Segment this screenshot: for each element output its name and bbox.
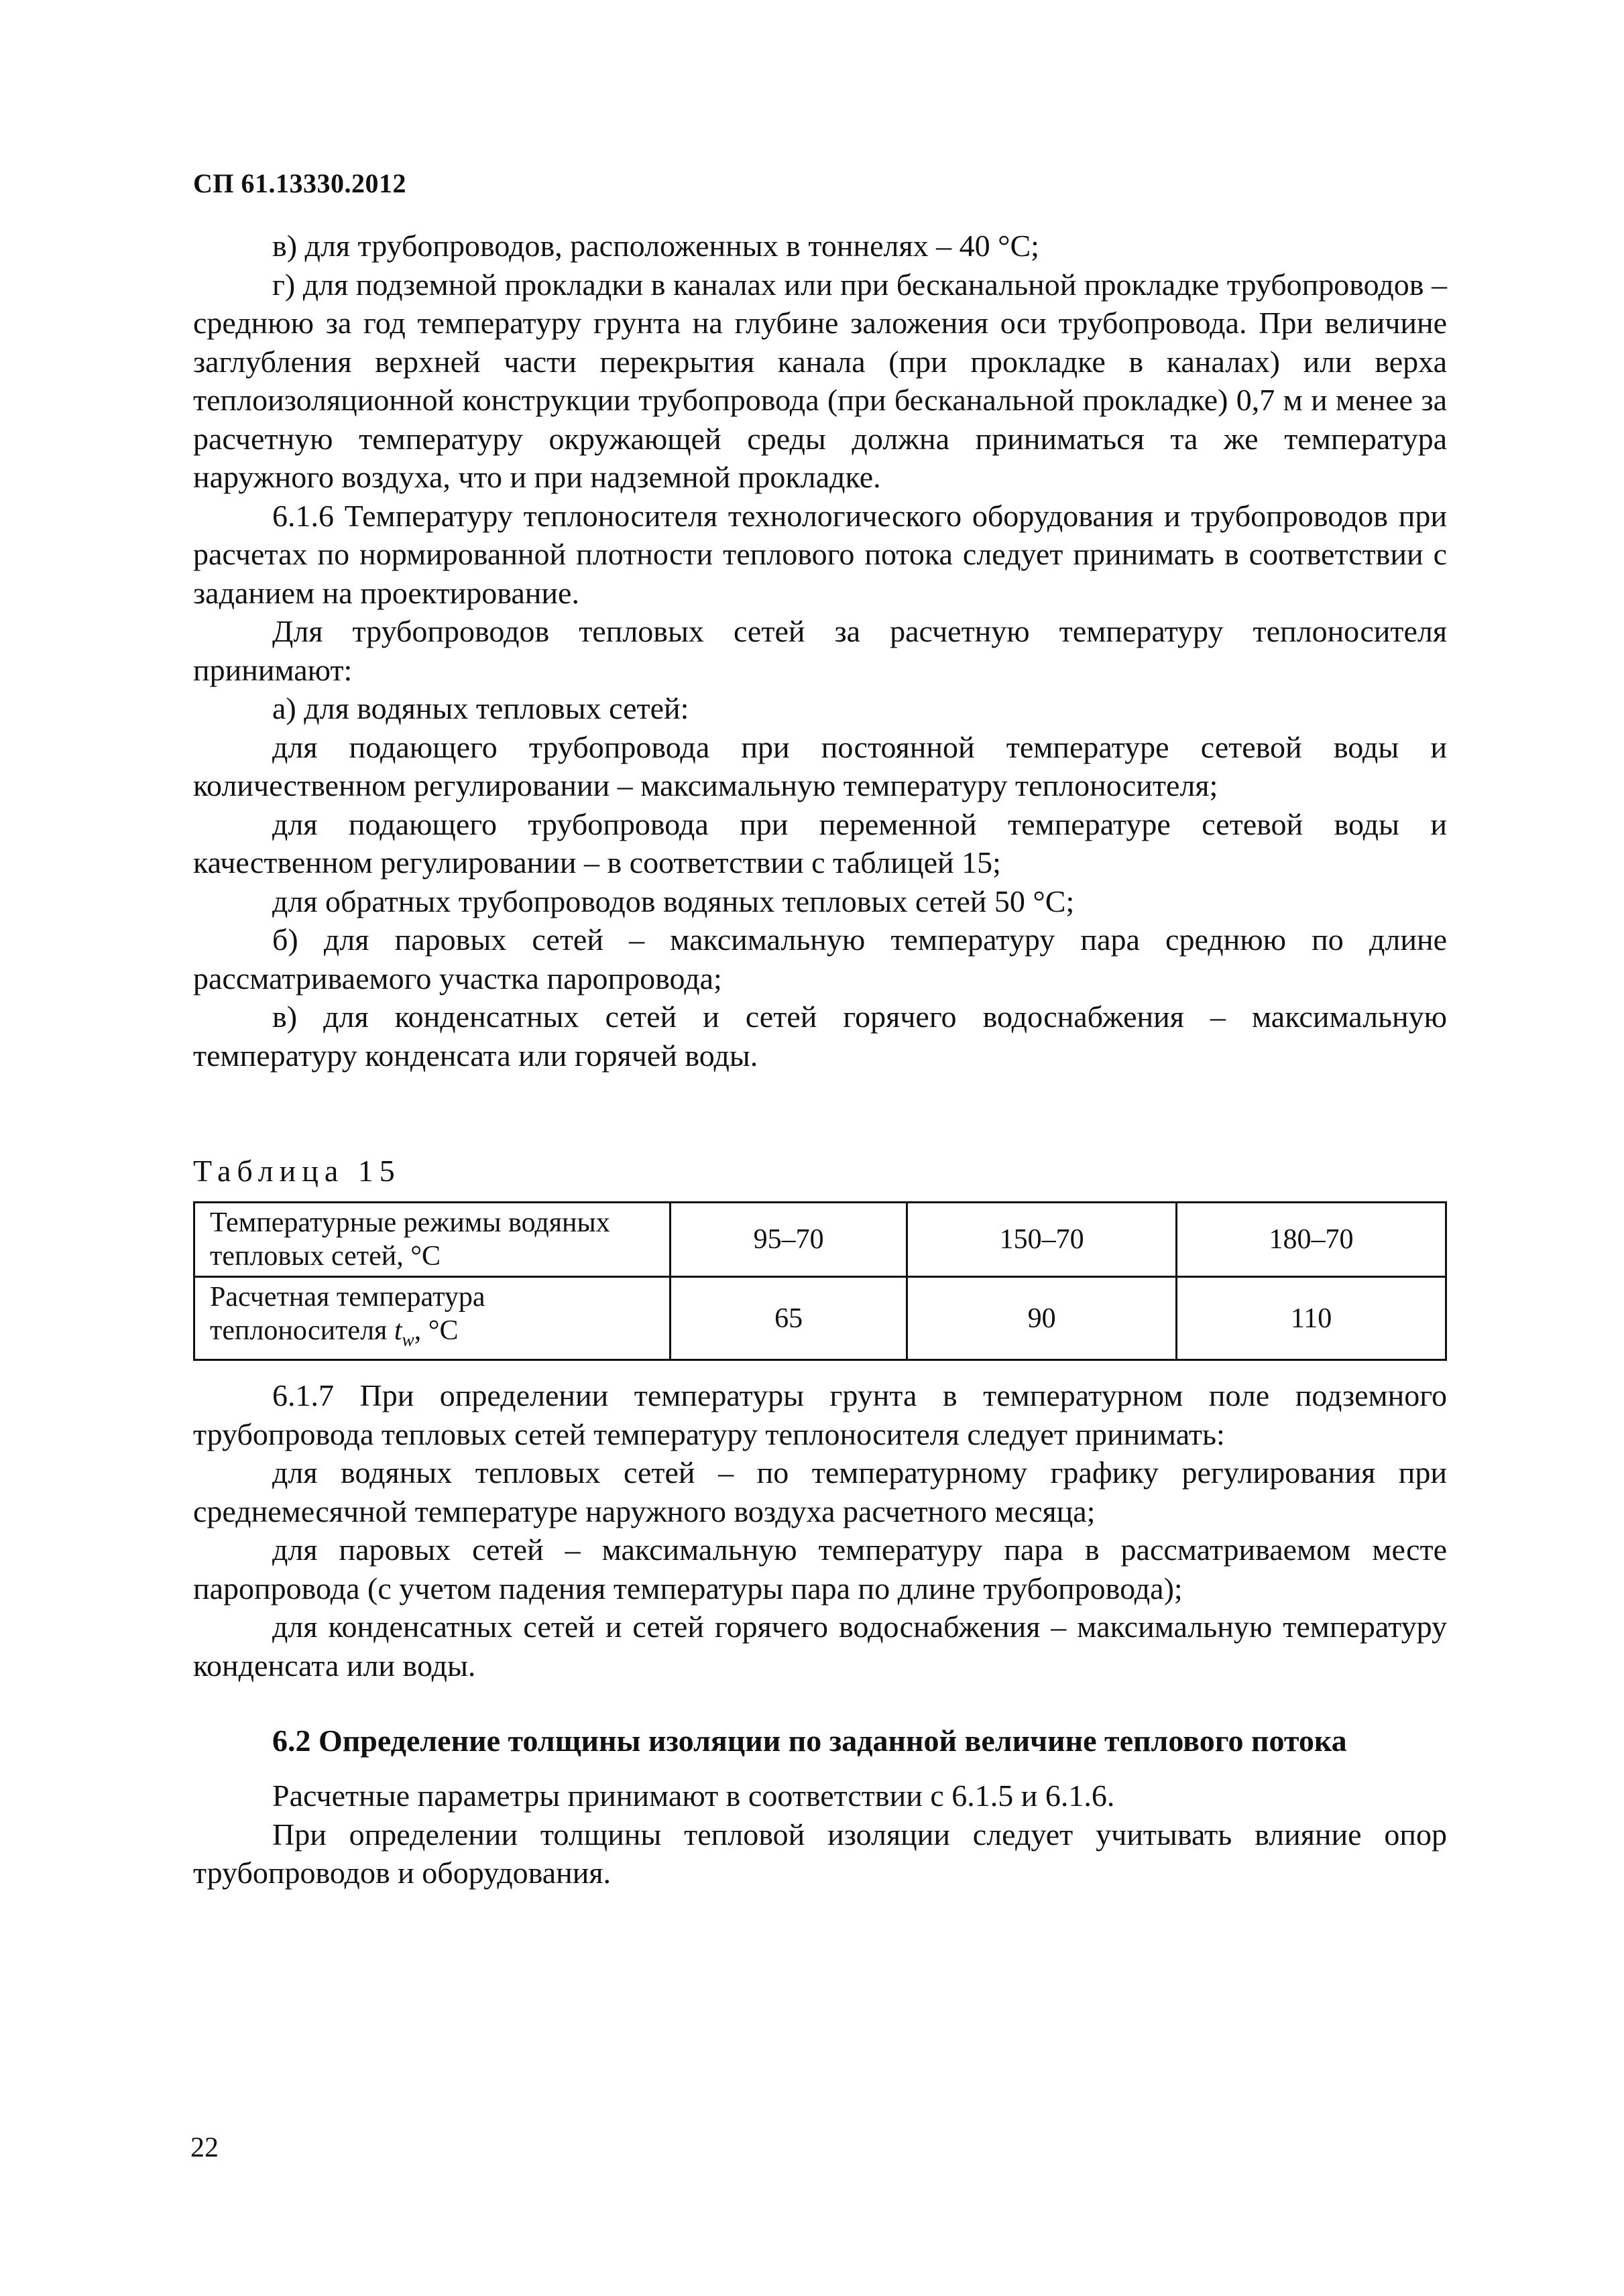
paragraph: При определении толщины тепловой изоляции следует учитывать влияние опор трубопроводов и оборудования.: [193, 1817, 1447, 1890]
table-cell-label: Температурные режимы водяных тепловых сетей, °С: [194, 1203, 671, 1277]
table-cell-label: [194, 1277, 671, 1360]
paragraph: для паровых сетей – максимальную температуру пара в рассматриваемом месте паропровода (с учетом падения температуры пара по длине трубопровода);: [193, 1532, 1447, 1606]
section-title: 6.2 Определение толщины изоляции по заданной величине теплового потока: [272, 1724, 1347, 1758]
paragraph: для обратных трубопроводов водяных тепловых сетей 50 °С;: [272, 884, 1075, 918]
paragraph: 6.1.6 Температуру теплоносителя технологического оборудования и трубопроводов при расчетах по нормированной плотности теплового потока следует принимать в соответствии с заданием на проектирование.: [193, 498, 1447, 610]
body-text-bottom: [193, 1776, 1447, 1892]
table-cell-value: 65: [671, 1277, 907, 1360]
paragraph: для конденсатных сетей и сетей горячего водоснабжения – максимальную температуру конденсата или воды.: [193, 1610, 1447, 1683]
table-15: [193, 1201, 1447, 1361]
table-row: [194, 1277, 1446, 1360]
paragraph: Для трубопроводов тепловых сетей за расчетную температуру теплоносителя принимают:: [193, 614, 1447, 687]
table-cell-value: 90: [907, 1277, 1177, 1360]
table-cell-value: 95–70: [671, 1203, 907, 1277]
label-prefix: Расчетная температура теплоносителя: [210, 1282, 485, 1346]
paragraph: б) для паровых сетей – максимальную температуру пара среднюю по длине рассматриваемого участка паропровода;: [193, 922, 1447, 995]
paragraph: 6.1.7 При определении температуры грунта в температурном поле подземного трубопровода тепловых сетей температуру теплоносителя следует принимать:: [193, 1378, 1447, 1451]
paragraph: г) для подземной прокладки в каналах или при бесканальной прокладке трубопроводов – среднюю за год температуру грунта на глубине заложения оси трубопровода. При величине заглубления верхней части перекрытия канала (при прокладке в каналах) или верха теплоизоляционной конструкции трубопровода (при бесканальной прокладке) 0,7 м и менее за расчетную температуру окружающей среды должна приниматься та же температура наружного воздуха, что и при надземной прокладке.: [193, 267, 1447, 494]
paragraph: для подающего трубопровода при переменной температуре сетевой воды и качественном регулировании – в соответствии с таблицей 15;: [193, 806, 1447, 880]
label-subscript: w: [402, 1329, 414, 1350]
paragraph: в) для трубопроводов, расположенных в тоннелях – 40 °С;: [272, 229, 1039, 263]
table-caption: Таблица 15: [193, 1154, 401, 1188]
label-variable: t: [394, 1315, 402, 1346]
body-text-middle: [193, 1376, 1447, 1685]
table-row: [194, 1203, 1446, 1277]
body-text-top: [193, 227, 1447, 1075]
table-cell-value: 180–70: [1177, 1203, 1446, 1277]
table-cell-value: 110: [1177, 1277, 1446, 1360]
paragraph: для подающего трубопровода при постоянной температуре сетевой воды и количественном регулировании – максимальную температуру теплоносителя;: [193, 729, 1447, 802]
page-number: 22: [190, 2132, 219, 2163]
label-suffix: , °С: [414, 1315, 459, 1346]
paragraph: а) для водяных тепловых сетей:: [272, 691, 689, 725]
paragraph: в) для конденсатных сетей и сетей горячего водоснабжения – максимальную температуру конденсата или горячей воды.: [193, 1000, 1447, 1073]
document-header: СП 61.13330.2012: [193, 168, 406, 198]
paragraph: для водяных тепловых сетей – по температурному графику регулирования при среднемесячной температуре наружного воздуха расчетного месяца;: [193, 1455, 1447, 1528]
paragraph: Расчетные параметры принимают в соответствии с 6.1.5 и 6.1.6.: [272, 1778, 1115, 1813]
table-cell-value: 150–70: [907, 1203, 1177, 1277]
